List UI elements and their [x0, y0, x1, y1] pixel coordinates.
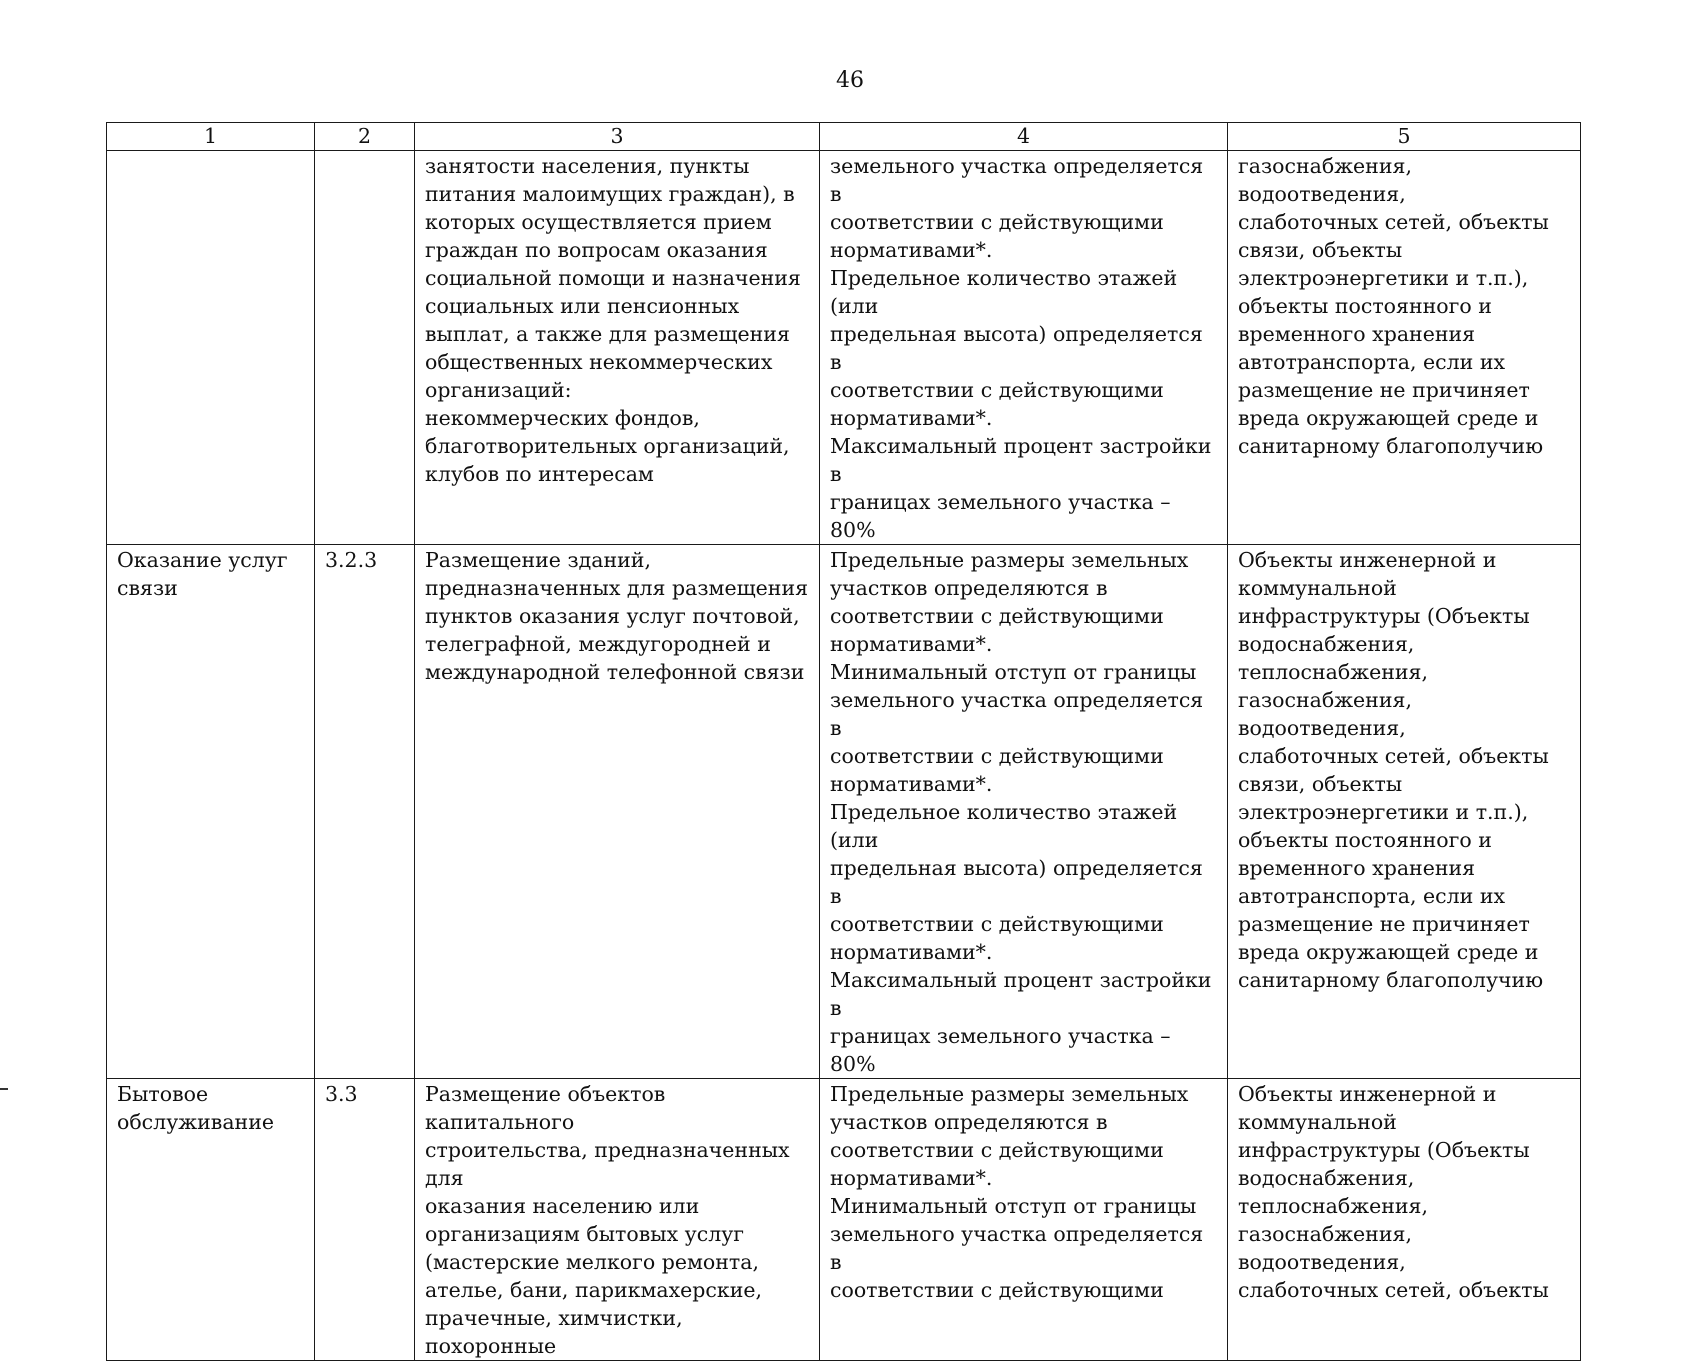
use-description-cell: Размещение объектов капитального строительства, предназначенных для оказания населению или организациям бытовых услуг (мастерские мелкого ремонта, ателье, бани, парикмахерские, прачечные, химчистки, похоронные [415, 1079, 820, 1361]
use-code-cell [315, 151, 415, 545]
auxiliary-objects-cell: газоснабжения, водоотведения, слаботочных сетей, объекты связи, объекты электроэнергетики и т.п.), объекты постоянного и временного хранения автотранспорта, если их размещение не причиняет вреда окружающей среде и санитарному благополучию [1228, 151, 1581, 545]
use-name-cell: Оказание услуг связи [107, 545, 315, 1079]
use-name-cell: Бытовое обслуживание [107, 1079, 315, 1361]
use-name-cell [107, 151, 315, 545]
header-row [107, 123, 1581, 151]
column-header-2: 2 [315, 123, 415, 151]
table-row [107, 545, 1581, 1079]
use-code-cell: 3.2.3 [315, 545, 415, 1079]
use-description-cell: Размещение зданий, предназначенных для размещения пунктов оказания услуг почтовой, телеграфной, междугородней и международной телефонной связи [415, 545, 820, 1079]
use-code-cell: 3.3 [315, 1079, 415, 1361]
parameters-cell: Предельные размеры земельных участков определяются в соответствии с действующими нормативами*. Минимальный отступ от границы земельного участка определяется в соответствии с действующими [820, 1079, 1228, 1361]
column-header-1: 1 [107, 123, 315, 151]
parameters-cell: Предельные размеры земельных участков определяются в соответствии с действующими нормативами*. Минимальный отступ от границы земельного участка определяется в соответствии с действующими нормативами*. Предельное количество этажей (или предельная высота) определяется в соответствии с действующими нормативами*. Максимальный процент застройки в границах земельного участка – 80% [820, 545, 1228, 1079]
page-number: 46 [836, 68, 864, 93]
land-use-table [106, 122, 1581, 1361]
column-header-4: 4 [820, 123, 1228, 151]
table-row [107, 151, 1581, 545]
table-row [107, 1079, 1581, 1361]
column-header-5: 5 [1228, 123, 1581, 151]
scan-edge-mark [0, 1088, 8, 1090]
auxiliary-objects-cell: Объекты инженерной и коммунальной инфраструктуры (Объекты водоснабжения, теплоснабжения, газоснабжения, водоотведения, слаботочных сетей, объекты [1228, 1079, 1581, 1361]
auxiliary-objects-cell: Объекты инженерной и коммунальной инфраструктуры (Объекты водоснабжения, теплоснабжения, газоснабжения, водоотведения, слаботочных сетей, объекты связи, объекты электроэнергетики и т.п.), объекты постоянного и временного хранения автотранспорта, если их размещение не причиняет вреда окружающей среде и санитарному благополучию [1228, 545, 1581, 1079]
column-header-3: 3 [415, 123, 820, 151]
use-description-cell: занятости населения, пункты питания малоимущих граждан), в которых осуществляется прием граждан по вопросам оказания социальной помощи и назначения социальных или пенсионных выплат, а также для размещения общественных некоммерческих организаций: некоммерческих фондов, благотворительных организаций, клубов по интересам [415, 151, 820, 545]
parameters-cell: земельного участка определяется в соответствии с действующими нормативами*. Предельное количество этажей (или предельная высота) определяется в соответствии с действующими нормативами*. Максимальный процент застройки в границах земельного участка – 80% [820, 151, 1228, 545]
